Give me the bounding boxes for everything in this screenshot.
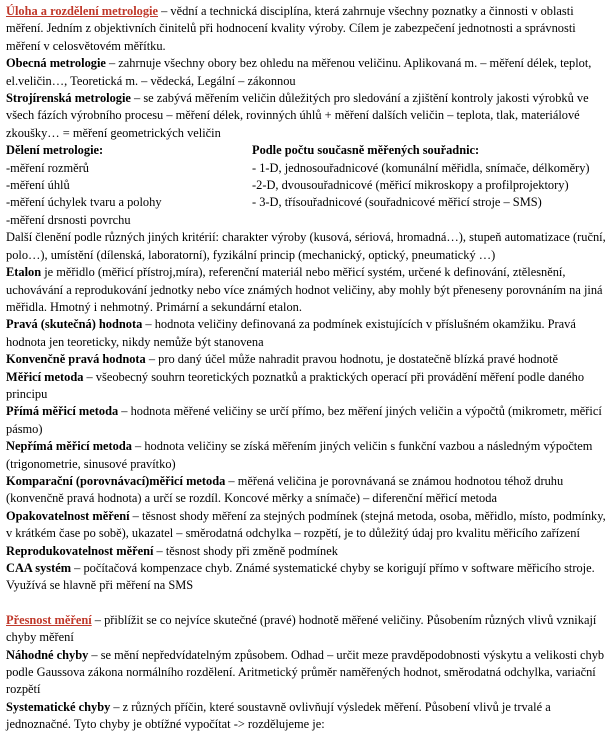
text-systematicke: – z různých příčin, které soustavně ovlivňují výsledek měření. Působení vlivů je trvalé a jednoznačné. Tyto chyby je obtížné vypočítat -> rozdělujeme je: [6,699,551,732]
para-neprima [6,438,612,473]
deleni-columns [6,142,612,229]
term-etalon: Etalon [6,265,42,280]
deleni-right-item: - 1-D, jednosouřadnicové (komunální měřidla, snímače, délkoměry) [252,160,590,175]
text-reprodukovatelnost: – těsnost shody při změně podmínek [153,543,338,558]
term-metoda: Měřicí metoda [6,369,84,384]
para-strojirenska [6,90,612,142]
para-konvencne [6,351,612,368]
deleni-left-item: -měření úhlů [6,178,70,193]
para-nahodne [6,647,612,699]
section-presnost [6,612,612,647]
para-komparacni [6,473,612,508]
para-reprodukovatelnost [6,543,612,560]
para-prima [6,403,612,438]
deleni-left-item: -měření drsnosti povrchu [6,212,131,227]
deleni-right-column [252,142,612,229]
section-title-metrologie: Úloha a rozdělení metrologie [6,4,158,18]
deleni-left-title: Dělení metrologie: [6,143,104,158]
term-komparacni: Komparační (porovnávací)měřicí metoda [6,473,226,488]
section-intro-text: – vědní a technická disciplína, která zahrnuje všechny poznatky a činnosti v oblasti měření. Jedním z objektivních činitelů při hodnocení kvality výroby. Cílem je zabezpečení jednotnosti a správnosti měření v celosvětovém měřítku. [6,4,576,53]
deleni-right-title: Podle počtu současně měřených souřadnic: [252,143,480,158]
term-neprima: Nepřímá měřicí metoda [6,439,132,454]
deleni-right-item: - 3-D, třísouřadnicové (souřadnicové měřicí stroje – SMS) [252,195,542,210]
section-title-presnost: Přesnost měření [6,612,92,627]
term-caa: CAA systém [6,561,72,575]
deleni-right-item: -2-D, dvousouřadnicové (měřicí mikroskopy a profilprojektory) [252,178,569,193]
para-obecna [6,55,612,90]
section-spacer [6,595,612,612]
text-prava: – hodnota veličiny definovaná za podmínek existujících v příslušném okamžiku. Pravá hodnota jen teoreticky, nikdy nemůže být stanovena [6,317,576,349]
text-caa: – počítačová kompenzace chyb. Známé systematické chyby se korigují přímo v software měřicího stroje. Využívá se hlavně při měření na SMS [6,561,595,593]
text-strojirenska: – se zabývá měřením veličin důležitých pro sledování a zjištění kontroly jakosti výrobků ve všech fázích výrobního procesu – měření délek, rovinných úhlů + měření dalších veličin – teplota, tlak, materiálové zkoušky… = měření geometrických veličin [6,91,589,140]
section-presnost-text: – přiblížit se co nejvíce skutečné (pravé) hodnotě měřené veličiny. Působením různých vlivů vznikají chyby měření [6,612,597,645]
term-nahodne: Náhodné chyby [6,647,89,662]
para-opakovatelnost [6,508,612,543]
term-systematicke: Systematické chyby [6,699,111,714]
deleni-left-item: -měření rozměrů [6,160,89,175]
text-etalon: je měřidlo (měřicí přístroj,míra), referenční materiál nebo měřicí systém, určené k definování, ztělesnění, uchovávání a reprodukování jednotky nebo více známých hodnot veličiny, aby mohly být přeneseny porovnáním na jiná měřidla. Hmotný i nehmotný. Primární a sekundární etalon. [6,265,603,314]
text-komparacni: – měřená veličina je porovnávaná se známou hodnotou téhož druhu (konvenčně pravá hodnota) a určí se rozdíl. Koncové měrky a snímače) – diferenční měřicí metoda [6,473,564,506]
text-neprima: – hodnota veličiny se získá měřením jiných veličin s funkční vazbou a následným výpočtem (trigonometrie, sinusové pravítko) [6,439,593,471]
text-opakovatelnost: – těsnost shody měření za stejných podmínek (stejná metoda, osoba, měřidlo, místo, podmínky, v krátkém čase po sobě), ukazatel – směrodatná odchylka – rozpětí, je to důležitý údaj pro kvalitu měřicího zařízení [6,508,606,541]
para-etalon [6,264,612,316]
text-metoda: – všeobecný souhrn teoretických poznatků a praktických operací při provádění měření podle daného principu [6,369,585,401]
para-dalsi: Další členění podle různých jiných kritérií: charakter výroby (kusová, sériová, hromadná…), stupeň automatizace (ruční, polo…), umístění (dílenská, laboratorní), fyzikální princip (mechanický, optický, pneumatický …) [6,230,606,262]
text-prima: – hodnota měřené veličiny se určí přímo, bez měření jiných veličin a výpočtů (mikrometr, měřicí pásmo) [6,404,602,436]
text-nahodne: – se mění nepředvídatelným způsobem. Odhad – určit meze pravděpodobnosti výskytu a velikosti chyb podle Gaussova zákona normálního rozdělení. Aritmetický průměr naměřených hodnot, směrodatná odchylka, variační rozpětí [6,647,605,697]
para-caa [6,560,612,595]
para-systematicke [6,699,612,734]
para-prava [6,316,612,351]
deleni-left-column [6,142,252,229]
text-konvencne: – pro daný účel může nahradit pravou hodnotu, je dostatečně blízká pravé hodnotě [145,352,558,367]
term-prava: Pravá (skutečná) hodnota [6,317,143,332]
section-intro [6,3,612,55]
term-opakovatelnost: Opakovatelnost měření [6,508,130,523]
term-prima: Přímá měřicí metoda [6,404,119,419]
text-obecna: – zahrnuje všechny obory bez ohledu na měřenou veličinu. Aplikovaná m. – měření délek, teplot, el.veličin…, Teoretická m. – vědecká, Legální – zákonnou [6,56,592,88]
term-reprodukovatelnost: Reprodukovatelnost měření [6,543,154,558]
term-konvencne: Konvenčně pravá hodnota [6,352,146,367]
deleni-left-item: -měření úchylek tvaru a polohy [6,195,162,210]
term-obecna: Obecná metrologie [6,56,106,71]
para-metoda [6,369,612,404]
term-strojirenska: Strojírenská metrologie [6,91,131,106]
